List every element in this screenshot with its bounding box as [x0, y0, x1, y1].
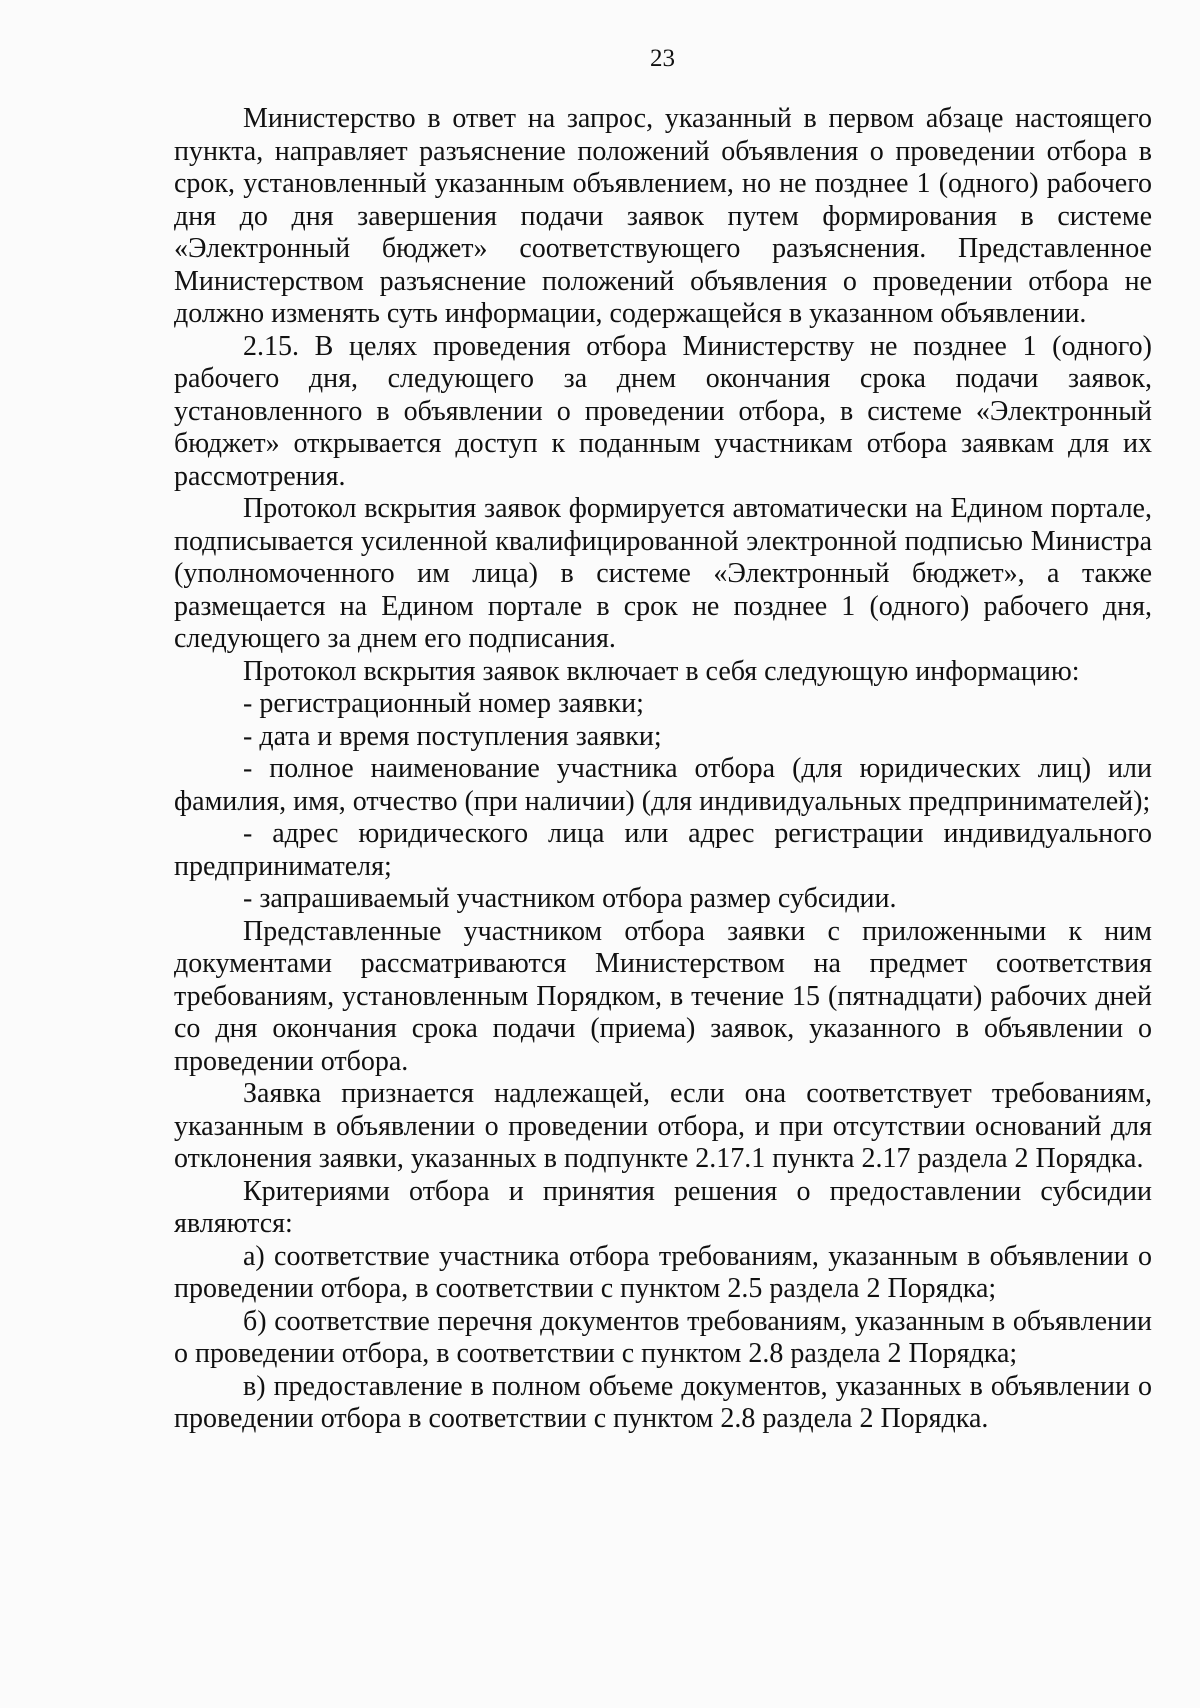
- criteria-item-c: в) предоставление в полном объеме документов, указанных в объявлении о проведении отбора в соответствии с пунктом 2.8 раздела 2 Порядка.: [174, 1370, 1152, 1434]
- paragraph-2-15-access: 2.15. В целях проведения отбора Министерству не позднее 1 (одного) рабочего дня, следующего за днем окончания срока подачи заявок, установленного в объявлении о проведении отбора, в системе «Электронный бюджет» открывается доступ к поданным участникам отбора заявкам для их рассмотрения.: [174, 330, 1152, 492]
- paragraph-review-period: Представленные участником отбора заявки с приложенными к ним документами рассматриваются Министерством на предмет соответствия требованиям, установленным Порядком, в течение 15 (пятнадцати) рабочих дней со дня окончания срока подачи (приема) заявок, указанного в объявлении о проведении отбора.: [174, 915, 1152, 1077]
- list-item-date-time: - дата и время поступления заявки;: [243, 720, 662, 752]
- page-number: 23: [650, 45, 675, 72]
- list-item-participant-name: - полное наименование участника отбора (для юридических лиц) или фамилия, имя, отчество (при наличии) (для индивидуальных предпринимателей);: [174, 753, 1152, 817]
- criteria-item-b: б) соответствие перечня документов требованиям, указанным в объявлении о проведении отбора, в соответствии с пунктом 2.8 раздела 2 Порядка;: [174, 1305, 1152, 1369]
- paragraph-proper-application: Заявка признается надлежащей, если она соответствует требованиям, указанным в объявлении о проведении отбора, и при отсутствии оснований для отклонения заявки, указанных в подпункте 2.17.1 пункта 2.17 раздела 2 Порядка.: [174, 1078, 1152, 1174]
- criteria-item-a: а) соответствие участника отбора требованиям, указанным в объявлении о проведении отбора, в соответствии с пунктом 2.5 раздела 2 Порядка;: [174, 1240, 1152, 1304]
- paragraph-ministry-clarification: Министерство в ответ на запрос, указанный в первом абзаце настоящего пункта, направляет разъяснение положений объявления о проведении отбора в срок, установленный указанным объявлением, но не позднее 1 (одного) рабочего дня до дня завершения подачи заявок путем формирования в системе «Электронный бюджет» соответствующего разъяснения. Представленное Министерством разъяснение положений объявления о проведении отбора не должно изменять суть информации, содержащейся в указанном объявлении.: [174, 103, 1152, 329]
- list-item-subsidy-amount: - запрашиваемый участником отбора размер субсидии.: [243, 883, 897, 914]
- list-item-address: - адрес юридического лица или адрес регистрации индивидуального предпринимателя;: [174, 818, 1152, 882]
- document-body: [174, 103, 1152, 1436]
- paragraph-criteria-intro: Критериями отбора и принятия решения о предоставлении субсидии являются:: [174, 1175, 1152, 1239]
- paragraph-opening-protocol: Протокол вскрытия заявок формируется автоматически на Едином портале, подписывается усиленной квалифицированной электронной подписью Министра (уполномоченного им лица) в системе «Электронный бюджет», а также размещается на Едином портале в срок не позднее 1 (одного) рабочего дня, следующего за днем его подписания.: [174, 493, 1152, 654]
- paragraph-protocol-contents: Протокол вскрытия заявок включает в себя следующую информацию:: [243, 655, 1080, 687]
- list-item-registration-number: - регистрационный номер заявки;: [243, 688, 644, 719]
